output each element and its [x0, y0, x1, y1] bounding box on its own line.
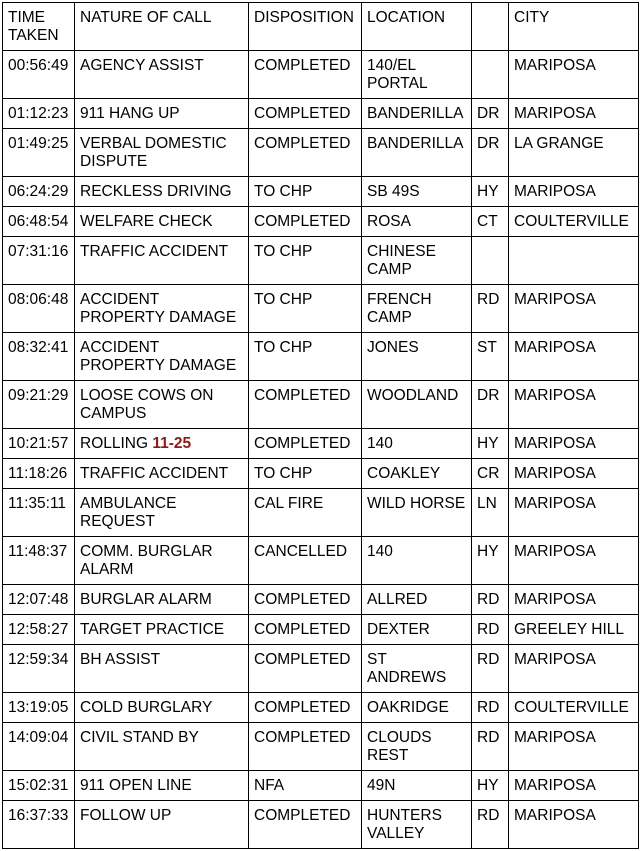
cell-city: MARIPOSA [509, 489, 639, 537]
cell-disposition: COMPLETED [249, 585, 362, 615]
table-row [3, 801, 639, 849]
cell-nature [75, 723, 249, 771]
cell-city: MARIPOSA [509, 333, 639, 381]
cell-suffix: CR [472, 459, 509, 489]
cell-disposition: COMPLETED [249, 615, 362, 645]
nature-text: TRAFFIC ACCIDENT [80, 465, 229, 482]
cell-time: 08:32:41 [3, 333, 75, 381]
cell-disposition: COMPLETED [249, 693, 362, 723]
cell-suffix: DR [472, 381, 509, 429]
cell-disposition: TO CHP [249, 177, 362, 207]
cell-location: CHINESE CAMP [362, 237, 472, 285]
table-row [3, 429, 639, 459]
cell-nature [75, 693, 249, 723]
cell-city [509, 237, 639, 285]
nature-text: ACCIDENT PROPERTY DAMAGE [80, 339, 237, 374]
cell-city: MARIPOSA [509, 585, 639, 615]
cell-suffix: HY [472, 537, 509, 585]
cell-nature [75, 537, 249, 585]
table-row [3, 585, 639, 615]
cell-disposition: COMPLETED [249, 99, 362, 129]
nature-text: CIVIL STAND BY [80, 729, 199, 746]
nature-text: TRAFFIC ACCIDENT [80, 243, 229, 260]
nature-text: FOLLOW UP [80, 807, 172, 824]
cell-suffix: DR [472, 99, 509, 129]
cell-city: MARIPOSA [509, 285, 639, 333]
cell-time: 14:09:04 [3, 723, 75, 771]
cell-location: COAKLEY [362, 459, 472, 489]
cell-suffix: CT [472, 207, 509, 237]
cell-location: 49N [362, 771, 472, 801]
cell-disposition: CAL FIRE [249, 489, 362, 537]
cell-nature [75, 489, 249, 537]
cell-suffix: RD [472, 615, 509, 645]
cell-location: DEXTER [362, 615, 472, 645]
cell-location: SB 49S [362, 177, 472, 207]
table-row [3, 237, 639, 285]
cell-suffix: RD [472, 693, 509, 723]
cell-time: 12:58:27 [3, 615, 75, 645]
table-row [3, 537, 639, 585]
nature-text: AGENCY ASSIST [80, 57, 204, 74]
cell-disposition: COMPLETED [249, 645, 362, 693]
cell-nature [75, 333, 249, 381]
table-row [3, 333, 639, 381]
cell-time: 06:24:29 [3, 177, 75, 207]
cell-location: ST ANDREWS [362, 645, 472, 693]
header-city: CITY [509, 3, 639, 51]
cell-suffix: RD [472, 285, 509, 333]
cell-city: MARIPOSA [509, 459, 639, 489]
header-time: TIME TAKEN [3, 3, 75, 51]
table-body [3, 51, 639, 849]
cell-time: 06:48:54 [3, 207, 75, 237]
cell-location: HUNTERS VALLEY [362, 801, 472, 849]
cell-location: CLOUDS REST [362, 723, 472, 771]
cell-time: 01:12:23 [3, 99, 75, 129]
cell-city: MARIPOSA [509, 177, 639, 207]
cell-time: 13:19:05 [3, 693, 75, 723]
nature-text: COLD BURGLARY [80, 699, 213, 716]
cell-time: 10:21:57 [3, 429, 75, 459]
header-nature: NATURE OF CALL [75, 3, 249, 51]
cell-location: 140/EL PORTAL [362, 51, 472, 99]
nature-text: WELFARE CHECK [80, 213, 213, 230]
cell-city: LA GRANGE [509, 129, 639, 177]
cell-location: 140 [362, 429, 472, 459]
cell-suffix: ST [472, 333, 509, 381]
table-row [3, 381, 639, 429]
nature-text: BH ASSIST [80, 651, 161, 668]
cell-nature [75, 381, 249, 429]
cell-disposition: NFA [249, 771, 362, 801]
cell-disposition: TO CHP [249, 459, 362, 489]
table-row [3, 285, 639, 333]
cell-city: GREELEY HILL [509, 615, 639, 645]
nature-text: TARGET PRACTICE [80, 621, 225, 638]
cell-location: BANDERILLA [362, 129, 472, 177]
cell-location: JONES [362, 333, 472, 381]
cell-city: MARIPOSA [509, 99, 639, 129]
cell-city: MARIPOSA [509, 645, 639, 693]
cell-nature [75, 585, 249, 615]
cell-time: 12:59:34 [3, 645, 75, 693]
cell-suffix: RD [472, 801, 509, 849]
nature-text: VERBAL DOMESTIC DISPUTE [80, 135, 227, 170]
cell-nature [75, 429, 249, 459]
header-row [3, 3, 639, 51]
cell-city: MARIPOSA [509, 723, 639, 771]
cell-disposition: TO CHP [249, 333, 362, 381]
cell-location: BANDERILLA [362, 99, 472, 129]
cell-location: WOODLAND [362, 381, 472, 429]
header-suffix [472, 3, 509, 51]
cell-time: 09:21:29 [3, 381, 75, 429]
cell-suffix: HY [472, 429, 509, 459]
cell-nature [75, 51, 249, 99]
table-row [3, 723, 639, 771]
cell-location: WILD HORSE [362, 489, 472, 537]
cell-disposition: COMPLETED [249, 129, 362, 177]
nature-text: ROLLING [80, 435, 149, 452]
table-row [3, 51, 639, 99]
table-row [3, 615, 639, 645]
table-row [3, 693, 639, 723]
cell-nature [75, 459, 249, 489]
cell-suffix: RD [472, 645, 509, 693]
cell-city: MARIPOSA [509, 801, 639, 849]
cell-city: COULTERVILLE [509, 693, 639, 723]
cell-nature [75, 129, 249, 177]
nature-text: BURGLAR ALARM [80, 591, 212, 608]
cell-city: COULTERVILLE [509, 207, 639, 237]
cell-disposition: CANCELLED [249, 537, 362, 585]
cell-location: 140 [362, 537, 472, 585]
nature-text: ACCIDENT PROPERTY DAMAGE [80, 291, 237, 326]
cell-suffix: RD [472, 585, 509, 615]
table-row [3, 459, 639, 489]
cell-nature [75, 99, 249, 129]
cell-location: ROSA [362, 207, 472, 237]
header-location: LOCATION [362, 3, 472, 51]
cell-suffix: RD [472, 723, 509, 771]
cell-time: 16:37:33 [3, 801, 75, 849]
table-row [3, 99, 639, 129]
cell-location: FRENCH CAMP [362, 285, 472, 333]
nature-text: AMBULANCE REQUEST [80, 495, 177, 530]
cell-time: 12:07:48 [3, 585, 75, 615]
header-disposition: DISPOSITION [249, 3, 362, 51]
cell-nature [75, 771, 249, 801]
nature-text: 911 HANG UP [80, 105, 180, 122]
table-row [3, 489, 639, 537]
cell-location: ALLRED [362, 585, 472, 615]
table-row [3, 129, 639, 177]
cell-disposition: TO CHP [249, 237, 362, 285]
cell-suffix: DR [472, 129, 509, 177]
nature-text: LOOSE COWS ON CAMPUS [80, 387, 214, 422]
cell-disposition: TO CHP [249, 285, 362, 333]
cell-nature [75, 801, 249, 849]
cell-nature [75, 177, 249, 207]
cell-disposition: COMPLETED [249, 381, 362, 429]
nature-text: 911 OPEN LINE [80, 777, 192, 794]
cell-nature [75, 237, 249, 285]
cell-nature [75, 285, 249, 333]
cell-disposition: COMPLETED [249, 51, 362, 99]
cell-suffix: LN [472, 489, 509, 537]
cell-disposition: COMPLETED [249, 801, 362, 849]
cell-time: 15:02:31 [3, 771, 75, 801]
cell-suffix [472, 51, 509, 99]
cell-city: MARIPOSA [509, 381, 639, 429]
table-row [3, 177, 639, 207]
cell-disposition: COMPLETED [249, 429, 362, 459]
cell-nature [75, 615, 249, 645]
cell-time: 11:35:11 [3, 489, 75, 537]
cell-city: MARIPOSA [509, 429, 639, 459]
cell-time: 00:56:49 [3, 51, 75, 99]
cell-nature [75, 207, 249, 237]
cell-suffix: HY [472, 771, 509, 801]
cell-nature [75, 645, 249, 693]
table-row [3, 207, 639, 237]
cell-location: OAKRIDGE [362, 693, 472, 723]
cell-disposition: COMPLETED [249, 723, 362, 771]
cell-city: MARIPOSA [509, 771, 639, 801]
call-log-table [2, 2, 639, 849]
table-row [3, 771, 639, 801]
cell-time: 01:49:25 [3, 129, 75, 177]
cell-city: MARIPOSA [509, 51, 639, 99]
cell-time: 08:06:48 [3, 285, 75, 333]
cell-suffix [472, 237, 509, 285]
nature-text: COMM. BURGLAR ALARM [80, 543, 213, 578]
nature-text: RECKLESS DRIVING [80, 183, 232, 200]
table-row [3, 645, 639, 693]
cell-time: 11:18:26 [3, 459, 75, 489]
cell-time: 07:31:16 [3, 237, 75, 285]
nature-code: 11-25 [152, 435, 192, 452]
cell-disposition: COMPLETED [249, 207, 362, 237]
cell-time: 11:48:37 [3, 537, 75, 585]
cell-suffix: HY [472, 177, 509, 207]
cell-city: MARIPOSA [509, 537, 639, 585]
